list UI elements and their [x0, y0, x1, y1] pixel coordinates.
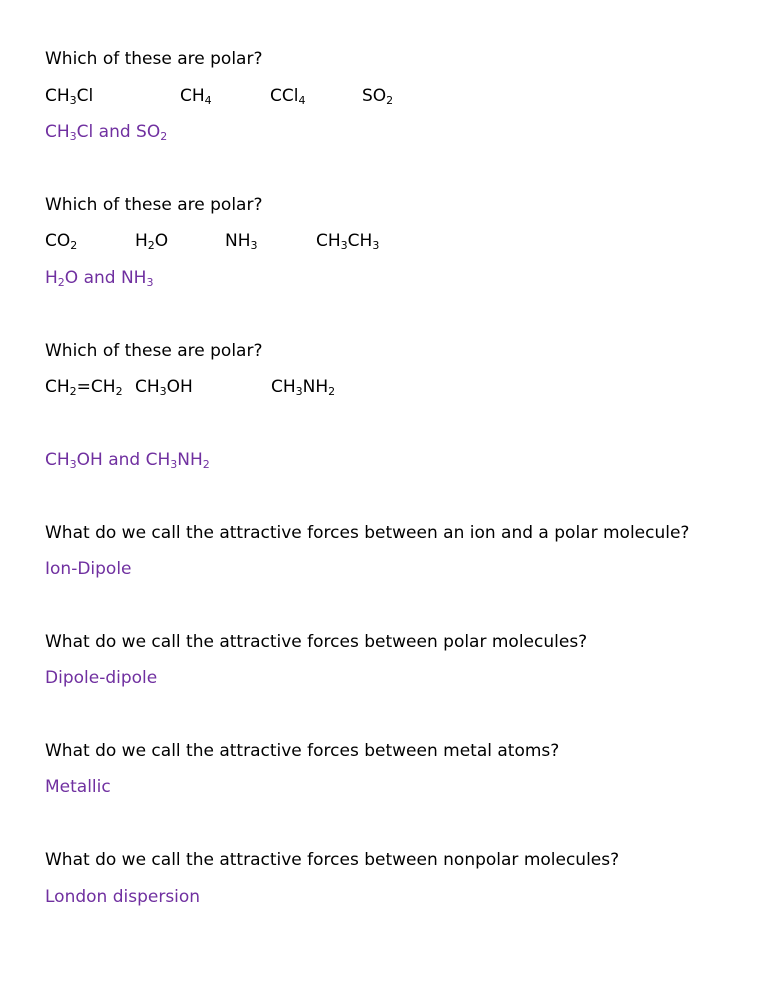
formula-subscript: 2: [202, 458, 210, 471]
formula-text: CH: [180, 86, 205, 106]
formula-text: OH and CH: [76, 450, 171, 470]
question-5-text: What do we call the attractive forces between polar molecules?: [45, 632, 588, 652]
formula-text: CH: [135, 377, 160, 397]
formula-subscript: 2: [70, 239, 78, 252]
answer-2: [45, 267, 153, 289]
formula-ch3cl: [45, 85, 93, 107]
formula-text: OH: [166, 377, 193, 397]
answer-7: London dispersion: [45, 887, 201, 907]
question-4-text: What do we call the attractive forces between an ion and a polar molecule?: [45, 523, 690, 543]
formula-text: SO: [362, 86, 387, 106]
answer-4: Ion-Dipole: [45, 559, 132, 579]
formula-subscript: 2: [160, 130, 168, 143]
formula-subscript: 3: [69, 458, 77, 471]
formula-subscript: 3: [340, 239, 348, 252]
formula-h2o: [135, 230, 168, 252]
formula-subscript: 4: [204, 94, 212, 107]
formula-subscript: 3: [170, 458, 178, 471]
formula-text: Cl: [76, 86, 94, 106]
formula-co2: [45, 230, 77, 252]
question-7-text: What do we call the attractive forces between nonpolar molecules?: [45, 850, 620, 870]
formula-subscript: 2: [386, 94, 394, 107]
formula-subscript: 4: [298, 94, 306, 107]
formula-ccl4: [270, 85, 305, 107]
answer-6: Metallic: [45, 777, 111, 797]
formula-ch3oh: [135, 376, 193, 398]
formula-text: NH: [302, 377, 329, 397]
formula-ch3nh2: [271, 376, 335, 398]
formula-subscript: 2: [147, 239, 155, 252]
question-1-text: Which of these are polar?: [45, 49, 263, 69]
formula-text: CH: [45, 122, 70, 142]
answer-5: Dipole-dipole: [45, 668, 158, 688]
formula-text: NH: [225, 231, 251, 251]
formula-text: Cl and SO: [76, 122, 161, 142]
question-6-text: What do we call the attractive forces between metal atoms?: [45, 741, 560, 761]
answer-1: [45, 121, 167, 143]
formula-subscript: 2: [57, 276, 65, 289]
formula-subscript: 2: [115, 385, 123, 398]
formula-ch4: [180, 85, 212, 107]
formula-text: =CH: [76, 377, 116, 397]
question-3-text: Which of these are polar?: [45, 341, 263, 361]
formula-text: NH: [177, 450, 203, 470]
formula-text: O: [154, 231, 169, 251]
formula-subscript: 3: [250, 239, 258, 252]
formula-text: H: [135, 231, 148, 251]
formula-subscript: 2: [328, 385, 336, 398]
formula-so2: [362, 85, 393, 107]
formula-text: CH: [316, 231, 341, 251]
formula-subscript: 3: [295, 385, 303, 398]
formula-text: CO: [45, 231, 71, 251]
formula-subscript: 2: [69, 385, 77, 398]
formula-subscript: 3: [69, 130, 77, 143]
formula-subscript: 3: [146, 276, 154, 289]
formula-subscript: 3: [372, 239, 380, 252]
formula-nh3: [225, 230, 258, 252]
formula-text: CCl: [270, 86, 299, 106]
formula-subscript: 3: [159, 385, 167, 398]
formula-ch2ch2: [45, 376, 123, 398]
formula-text: CH: [45, 377, 70, 397]
formula-text: CH: [271, 377, 296, 397]
formula-text: O and NH: [64, 268, 147, 288]
formula-text: H: [45, 268, 58, 288]
formula-ch3ch3: [316, 230, 379, 252]
formula-text: CH: [347, 231, 373, 251]
question-2-text: Which of these are polar?: [45, 195, 263, 215]
formula-subscript: 3: [69, 94, 77, 107]
formula-text: CH: [45, 86, 70, 106]
formula-text: CH: [45, 450, 70, 470]
answer-3: [45, 449, 210, 471]
